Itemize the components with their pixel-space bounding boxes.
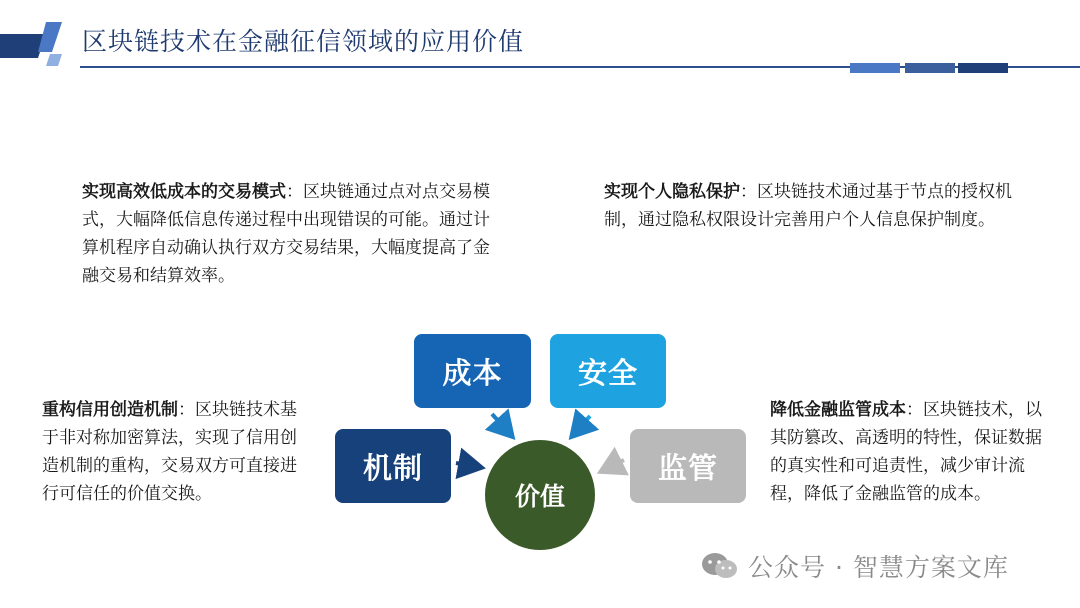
- block-body: ：区块链技术基于非对称加密算法，实现了信用创造机制的重构，交易双方可直接进行可信任的价值交换。: [42, 400, 297, 504]
- cost-box: 成本: [414, 334, 531, 408]
- arrow-supervision-to-value: [604, 460, 624, 470]
- block-body: ：区块链通过点对点交易模式，大幅降低信息传递过程中出现错误的可能。通过计算机程序自动确认执行双方交易结果，大幅度提高了金融交易和结算效率。: [82, 182, 490, 286]
- block-body: ：区块链技术，以其防篡改、高透明的特性，保证数据的真实性和可追责性，减少审计流程，降低了金融监管的成本。: [770, 400, 1042, 504]
- block-body: ：区块链技术通过基于节点的授权机制，通过隐私权限设计完善用户个人信息保护制度。: [604, 182, 1012, 230]
- value-circle: 价值: [485, 440, 595, 550]
- arrow-mechanism-to-value: [456, 463, 478, 467]
- watermark-text: 公众号 · 智慧方案文库: [748, 553, 1009, 582]
- wechat-icon: [700, 551, 740, 581]
- mechanism-box: 机制: [335, 429, 451, 503]
- arrow-cost-to-value: [492, 414, 510, 434]
- security-box: 安全: [550, 334, 666, 408]
- arrow-security-to-value: [574, 416, 590, 434]
- supervision-box: 监管: [630, 429, 746, 503]
- watermark: [700, 548, 1009, 584]
- block-heading: 实现高效低成本的交易模式: [82, 182, 286, 202]
- block-heading: 实现个人隐私保护: [604, 182, 740, 202]
- block-heading: 重构信用创造机制: [42, 400, 178, 420]
- block-heading: 降低金融监管成本: [770, 400, 906, 420]
- page-title: 区块链技术在金融征信领域的应用价值: [82, 27, 525, 56]
